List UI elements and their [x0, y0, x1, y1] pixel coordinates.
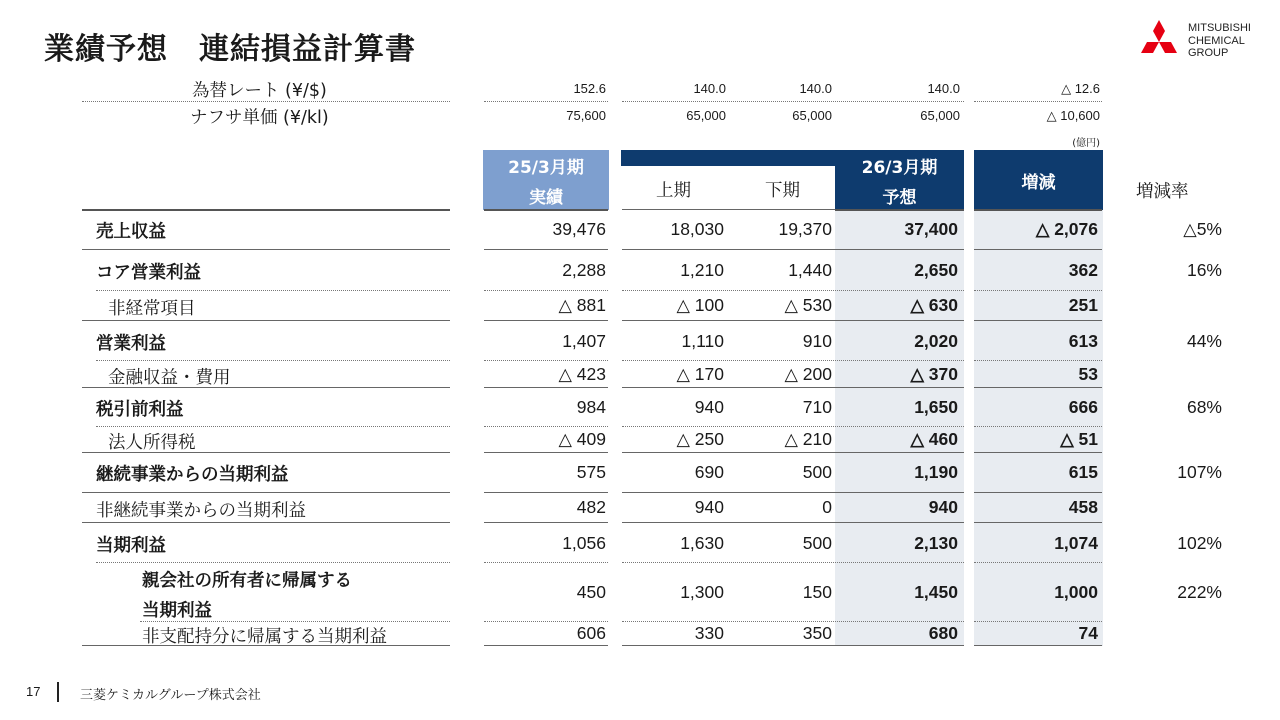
fx-forecast: 140.0 [927, 81, 960, 96]
fx-actual: 152.6 [573, 81, 606, 96]
rate-header: 増減率 [1136, 182, 1189, 202]
fx-change: △ 12.6 [1061, 81, 1100, 96]
company-name: 三菱ケミカルグループ株式会社 [80, 688, 261, 703]
actual-header: 25/3月期 実績 [483, 150, 609, 210]
naphtha-forecast: 65,000 [920, 108, 960, 123]
page-title: 業績予想 連結損益計算書 [44, 32, 416, 67]
naphtha-h1: 65,000 [686, 108, 726, 123]
naphtha-label: ナフサ単価 (¥/kl) [190, 108, 329, 128]
fx-rate-label: 為替レート (¥/$) [192, 81, 327, 101]
fx-h2: 140.0 [799, 81, 832, 96]
h1-header: 上期 [656, 181, 691, 201]
naphtha-change: △ 10,600 [1046, 108, 1100, 123]
page-number: 17 [26, 684, 41, 699]
logo-text: MITSUBISHI CHEMICAL GROUP [1188, 22, 1251, 59]
naphtha-actual: 75,600 [566, 108, 606, 123]
footer-divider [57, 682, 59, 702]
company-logo [1136, 20, 1266, 64]
naphtha-h2: 65,000 [792, 108, 832, 123]
three-diamonds-icon [1136, 20, 1182, 64]
unit-label: (億円) [1072, 138, 1100, 149]
fx-h1: 140.0 [693, 81, 726, 96]
forecast-header: 26/3月期 予想 [835, 150, 964, 210]
change-header: 増減 [974, 150, 1103, 210]
h2-header: 下期 [765, 181, 800, 201]
